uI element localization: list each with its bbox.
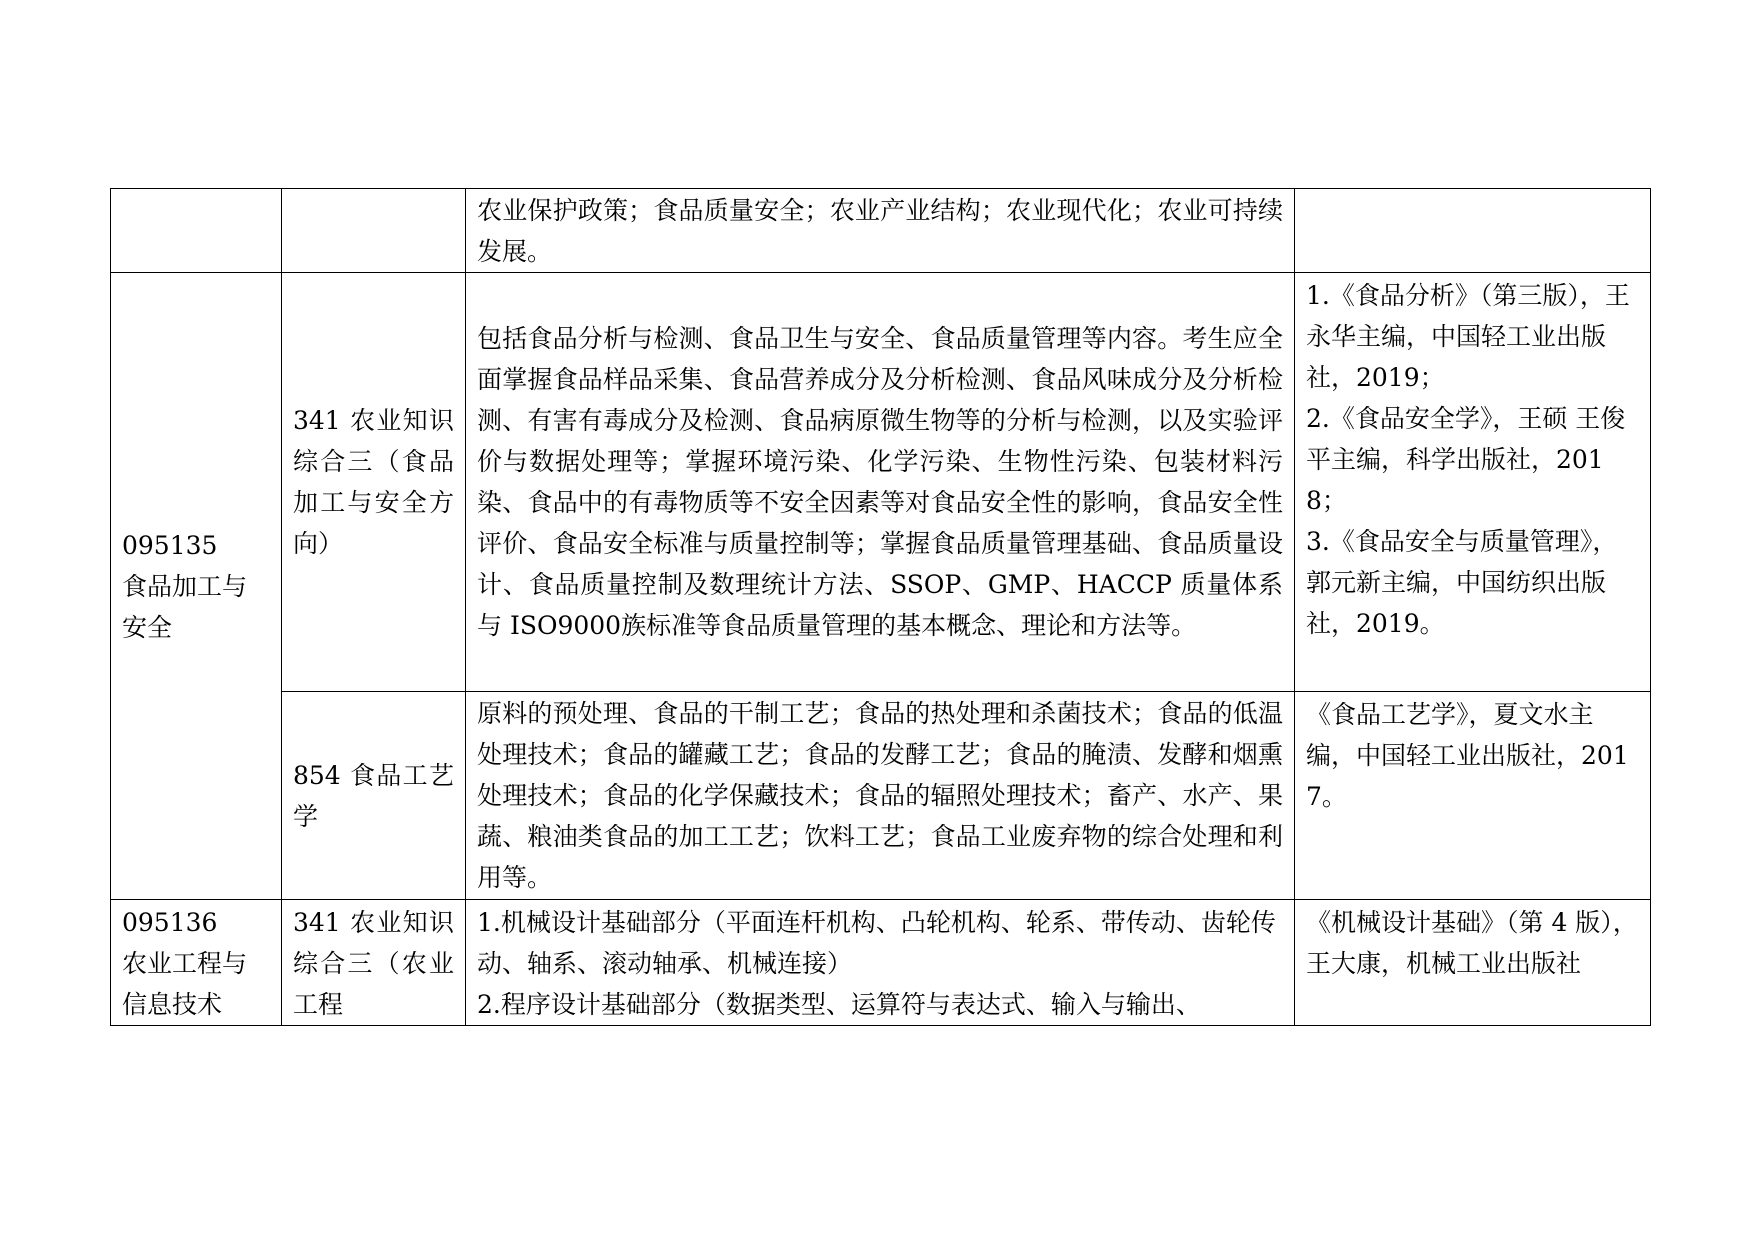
subject-cell: 341 农业知识综合三（食品加工与安全方向） <box>282 273 466 692</box>
book-item: 3.《食品安全与质量管理》，郭元新主编，中国纺织出版社，2019。 <box>1306 527 1618 638</box>
major-name: 食品加工与安全 <box>122 571 248 642</box>
books-cell <box>1295 273 1651 692</box>
content-line: 1.机械设计基础部分（平面连杆机构、凸轮机构、轮系、带传动、齿轮传动、轴系、滚动轴承、机械连接） <box>477 908 1276 978</box>
book-item: 2.《食品安全学》，王硕 王俊平主编，科学出版社，2018； <box>1306 404 1626 515</box>
table-row <box>111 900 1651 1026</box>
book-item: 《食品工艺学》，夏文水主编，中国轻工业出版社，2017。 <box>1306 700 1629 811</box>
table-row <box>111 273 1651 692</box>
content-cell <box>466 900 1295 1026</box>
books-cell <box>1295 900 1651 1026</box>
syllabus-table <box>110 188 1651 1026</box>
content-cell: 农业保护政策；食品质量安全；农业产业结构；农业现代化；农业可持续发展。 <box>466 189 1295 273</box>
book-item: 1.《食品分析》（第三版），王永华主编，中国轻工业出版社，2019； <box>1306 281 1630 392</box>
subject-cell: 341 农业知识综合三（农业工程 <box>282 900 466 1026</box>
content-line: 2.程序设计基础部分（数据类型、运算符与表达式、输入与输出、 <box>477 990 1201 1019</box>
content-cell: 原料的预处理、食品的干制工艺；食品的热处理和杀菌技术；食品的低温处理技术；食品的罐藏工艺；食品的发酵工艺；食品的腌渍、发酵和烟熏处理技术；食品的化学保藏技术；食品的辐照处理技术；畜产、水产、果蔬、粮油类食品的加工工艺；饮料工艺；食品工业废弃物的综合处理和利用等。 <box>466 692 1295 900</box>
major-cell <box>111 189 282 273</box>
books-cell <box>1295 189 1651 273</box>
major-code: 095136 <box>122 908 218 937</box>
book-item: 《机械设计基础》（第 4 版），王大康，机械工业出版社 <box>1306 908 1638 978</box>
table-row <box>111 692 1651 900</box>
major-cell <box>111 900 282 1026</box>
subject-cell <box>282 189 466 273</box>
table-row <box>111 189 1651 273</box>
books-cell <box>1295 692 1651 900</box>
major-cell <box>111 273 282 900</box>
major-name: 农业工程与信息技术 <box>122 949 248 1019</box>
major-code: 095135 <box>122 530 218 560</box>
subject-cell: 854 食品工艺学 <box>282 692 466 900</box>
content-cell: 包括食品分析与检测、食品卫生与安全、食品质量管理等内容。考生应全面掌握食品样品采集、食品营养成分及分析检测、食品风味成分及分析检测、有害有毒成分及检测、食品病原微生物等的分析与检测，以及实验评价与数据处理等；掌握环境污染、化学污染、生物性污染、包装材料污染、食品中的有毒物质等不安全因素等对食品安全性的影响，食品安全性评价、食品安全标准与质量控制等；掌握食品质量管理基础、食品质量设计、食品质量控制及数理统计方法、SSOP、GMP、HACCP 质量体系与 ISO9000族标准等食品质量管理的基本概念、理论和方法等。 <box>466 273 1295 692</box>
